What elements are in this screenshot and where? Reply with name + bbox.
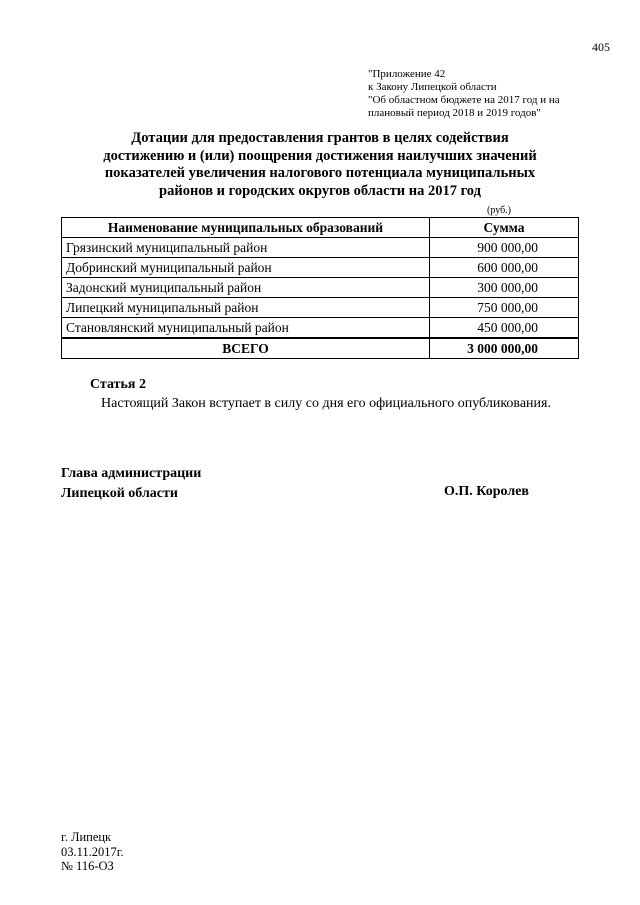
total-label: ВСЕГО [62, 338, 430, 359]
appendix-line: "Приложение 42 [368, 68, 446, 80]
municipality-name: Липецкий муниципальный район [62, 298, 430, 318]
currency-unit: (руб.) [487, 205, 511, 216]
signatory-title [61, 464, 201, 504]
title-line: показателей увеличения налогового потенциала муниципальных [104, 165, 536, 181]
municipality-name: Задонский муниципальный район [62, 278, 430, 298]
table-row [62, 238, 579, 258]
grant-amount: 900 000,00 [430, 238, 579, 258]
title-line: районов и городских округов области на 2017 год [159, 182, 481, 199]
signatory-title-line: Липецкой области [61, 486, 178, 501]
grant-amount: 450 000,00 [430, 318, 579, 339]
title-line: Дотации для предоставления грантов в целях содействия [131, 130, 509, 146]
document-title [70, 130, 570, 200]
table-total-row [62, 338, 579, 359]
table-row [62, 258, 579, 278]
grant-amount: 600 000,00 [430, 258, 579, 278]
footer-date: 03.11.2017г. [61, 844, 124, 859]
signatory-title-line: Глава администрации [61, 466, 202, 481]
signatory-name: О.П. Королев [444, 484, 529, 499]
document-footer [61, 830, 124, 874]
page-number: 405 [592, 40, 610, 54]
appendix-reference [368, 68, 608, 120]
table-header-row [62, 218, 579, 238]
article-heading: Статья 2 [90, 377, 146, 392]
title-line: достижению и (или) поощрения достижения наилучших значений [103, 147, 537, 164]
total-amount: 3 000 000,00 [430, 338, 579, 359]
appendix-line: "Об областном бюджете на 2017 год и на [368, 94, 560, 106]
grants-table [61, 217, 579, 359]
footer-law-number: № 116-ОЗ [61, 859, 114, 873]
appendix-line: к Закону Липецкой области [368, 81, 497, 93]
municipality-name: Становлянский муниципальный район [62, 318, 430, 339]
table-row [62, 318, 579, 339]
grant-amount: 300 000,00 [430, 278, 579, 298]
table-row [62, 278, 579, 298]
appendix-line: плановый период 2018 и 2019 годов" [368, 107, 541, 119]
footer-city: г. Липецк [61, 830, 112, 844]
header-name: Наименование муниципальных образований [62, 218, 430, 238]
header-amount: Сумма [430, 218, 579, 238]
municipality-name: Добринский муниципальный район [62, 258, 430, 278]
municipality-name: Грязинский муниципальный район [62, 238, 430, 258]
table-row [62, 298, 579, 318]
grant-amount: 750 000,00 [430, 298, 579, 318]
article-text: Настоящий Закон вступает в силу со дня его официального опубликования. [101, 396, 551, 411]
